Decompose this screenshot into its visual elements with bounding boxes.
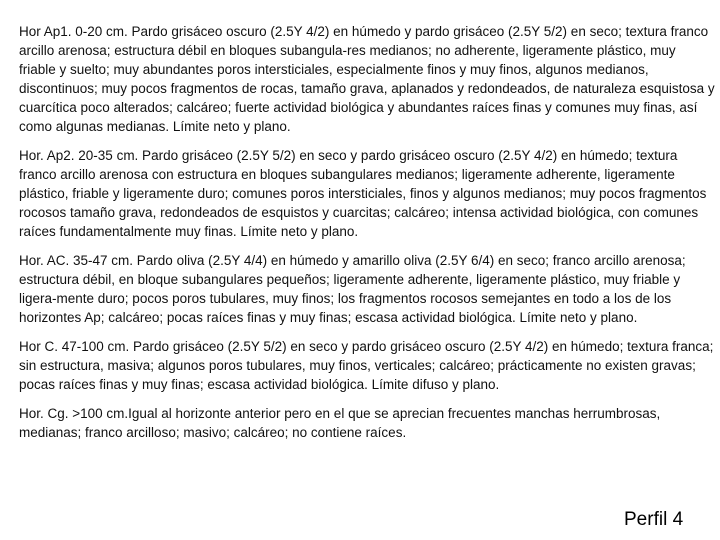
profile-label: Perfil 4 — [624, 509, 684, 530]
horizon-ac-description: Hor. AC. 35-47 cm. Pardo oliva (2.5Y 4/4) en húmedo y amarillo oliva (2.5Y 6/4) en seco; franco arcillo arenosa; estructura débil, en bloque subangulares pequeños; ligeramente adherente, ligeramente plástico, muy friable y ligera-mente duro; pocos poros tubulares, muy finos; los fragmentos rocosos semejantes en todo a los de los horizontes Ap; calcáreo; pocas raíces finas y muy finas; escasa actividad biológica. Límite neto y plano. — [19, 253, 686, 325]
horizon-cg-description: Hor. Cg. >100 cm.Igual al horizonte anterior pero en el que se aprecian frecuentes manchas herrumbrosas, medianas; franco arcilloso; masivo; calcáreo; no contiene raíces. — [19, 406, 661, 440]
horizon-ap1-description: Hor Ap1. 0-20 cm. Pardo grisáceo oscuro (2.5Y 4/2) en húmedo y pardo grisáceo (2.5Y 5/2) en seco; textura franco arcillo arenosa; estructura débil en bloques subangula-res medianos; no adherente, ligeramente plástico, muy friable y suelto; muy abundantes poros intersticiales, especialmente finos y muy finos, algunos medianos, discontinuos; muy pocos fragmentos de rocas, tamaño grava, aplanados y redondeados, de naturaleza esquistosa y cuarcítica poco alterados; calcáreo; fuerte actividad biológica y abundantes raíces finas y comunes muy finas, así como algunas medianas. Límite neto y plano. — [19, 24, 715, 134]
horizon-ap2-description: Hor. Ap2. 20-35 cm. Pardo grisáceo (2.5Y 5/2) en seco y pardo grisáceo oscuro (2.5Y 4/2) en húmedo; textura franco arcillo arenosa con estructura en bloques subangulares medianos; ligeramente adherente, ligeramente plástico, friable y ligeramente duro; comunes poros intersticiales, finos y algunos medianos; muy pocos fragmentos rocosos tamaño grava, redondeados de esquistos y cuarcitas; calcáreo; intensa actividad biológica, con comunes raíces fundamentalmente muy finas. Límite neto y plano. — [19, 148, 707, 239]
horizon-c-description: Hor C. 47-100 cm. Pardo grisáceo (2.5Y 5/2) en seco y pardo grisáceo oscuro (2.5Y 4/2) en húmedo; textura franca; sin estructura, masiva; algunos poros tubulares, muy finos, verticales; calcáreo; prácticamente no existen gravas; pocas raíces finas y muy finas; escasa actividad biológica. Límite difuso y plano. — [19, 339, 714, 392]
soil-profile-description — [19, 22, 715, 442]
